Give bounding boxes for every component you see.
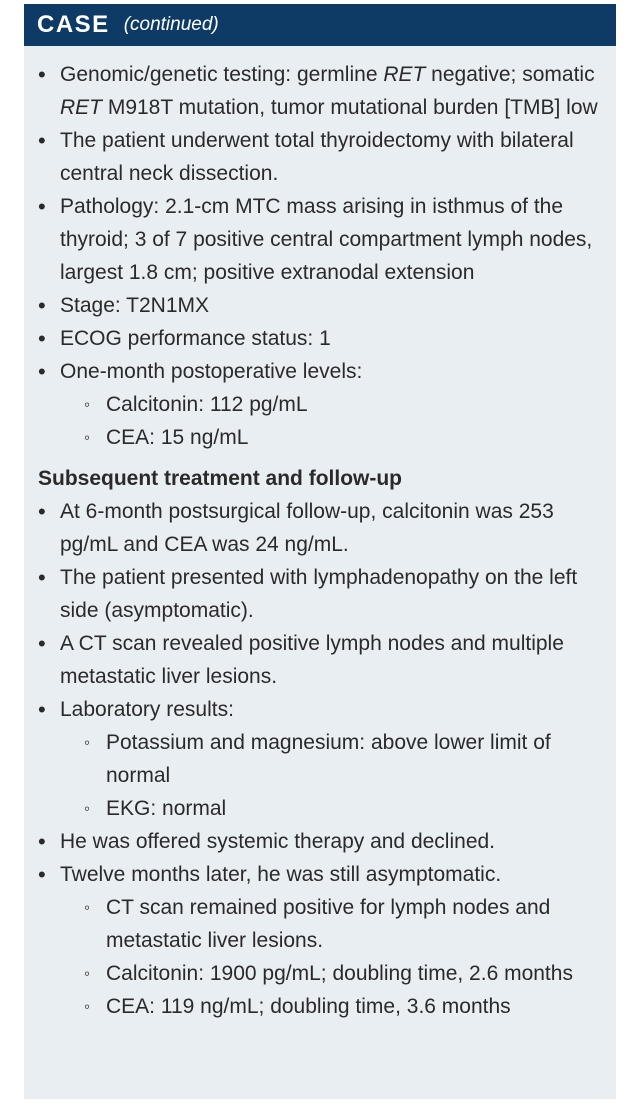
list-item [38, 322, 606, 355]
item-text: Calcitonin: 1900 pg/mL; doubling time, 2.6 months [106, 962, 573, 985]
sub-list-item [38, 891, 606, 957]
sub-list-item [38, 792, 606, 825]
bullet-icon: • [38, 499, 46, 524]
bullet-icon: • [38, 862, 46, 887]
bullet-icon: • [38, 697, 46, 722]
case-title: CASE [37, 11, 110, 38]
case-content [24, 46, 616, 1023]
bullet-icon: • [38, 829, 46, 854]
item-text: Pathology: 2.1-cm MTC mass arising in isthmus of the thyroid; 3 of 7 positive central compartment lymph nodes, largest 1.8 cm; positive extranodal extension [60, 195, 593, 284]
list-item [38, 58, 606, 124]
bullet-icon: • [38, 194, 46, 219]
item-text: He was offered systemic therapy and declined. [60, 830, 496, 853]
case-box [24, 4, 616, 1099]
item-text: CT scan remained positive for lymph nodes and metastatic liver lesions. [106, 896, 551, 952]
list-item [38, 495, 606, 561]
item-text: CEA: 119 ng/mL; doubling time, 3.6 months [106, 995, 511, 1018]
bullet-icon: • [38, 326, 46, 351]
item-text: One-month postoperative levels: [60, 360, 363, 383]
list-item [38, 561, 606, 627]
bullet-icon: • [38, 293, 46, 318]
item-text: EKG: normal [106, 797, 227, 820]
sub-bullet-icon: ◦ [84, 395, 91, 414]
item-text: Calcitonin: 112 pg/mL [106, 393, 308, 416]
bullet-icon: • [38, 631, 46, 656]
bullet-icon: • [38, 128, 46, 153]
bullet-icon: • [38, 62, 46, 87]
case-subtitle: (continued) [123, 14, 219, 35]
sub-list-item [38, 421, 606, 454]
sub-list-item [38, 990, 606, 1023]
item-text: ECOG performance status: 1 [60, 327, 331, 350]
list-item [38, 190, 606, 289]
sub-bullet-icon: ◦ [84, 428, 91, 447]
list-item [38, 693, 606, 726]
item-text: The patient underwent total thyroidectomy with bilateral central neck dissection. [60, 129, 574, 185]
item-text: Twelve months later, he was still asymptomatic. [60, 863, 502, 886]
sub-list-item [38, 388, 606, 421]
item-text: Potassium and magnesium: above lower limit of normal [106, 731, 551, 787]
sub-bullet-icon: ◦ [84, 799, 91, 818]
sub-bullet-icon: ◦ [84, 964, 91, 983]
sub-list-item [38, 957, 606, 990]
sub-list-item [38, 726, 606, 792]
list-item [38, 124, 606, 190]
item-text: Laboratory results: [60, 698, 234, 721]
item-text: A CT scan revealed positive lymph nodes and multiple metastatic liver lesions. [60, 632, 564, 688]
section-heading: Subsequent treatment and follow-up [38, 467, 403, 490]
list-item [38, 825, 606, 858]
item-text: The patient presented with lymphadenopathy on the left side (asymptomatic). [60, 566, 578, 622]
case-header [24, 4, 616, 46]
sub-bullet-icon: ◦ [84, 898, 91, 917]
list-item [38, 355, 606, 388]
list-item [38, 627, 606, 693]
item-text: CEA: 15 ng/mL [106, 426, 249, 449]
sub-bullet-icon: ◦ [84, 997, 91, 1016]
item-text: At 6-month postsurgical follow-up, calcitonin was 253 pg/mL and CEA was 24 ng/mL. [60, 500, 554, 556]
item-text: Genomic/genetic testing: germline RET negative; somatic RET M918T mutation, tumor mutational burden [TMB] low [60, 63, 598, 119]
bullet-icon: • [38, 565, 46, 590]
item-text: Stage: T2N1MX [60, 294, 210, 317]
bullet-icon: • [38, 359, 46, 384]
sub-bullet-icon: ◦ [84, 733, 91, 752]
list-item [38, 858, 606, 891]
list-item [38, 289, 606, 322]
